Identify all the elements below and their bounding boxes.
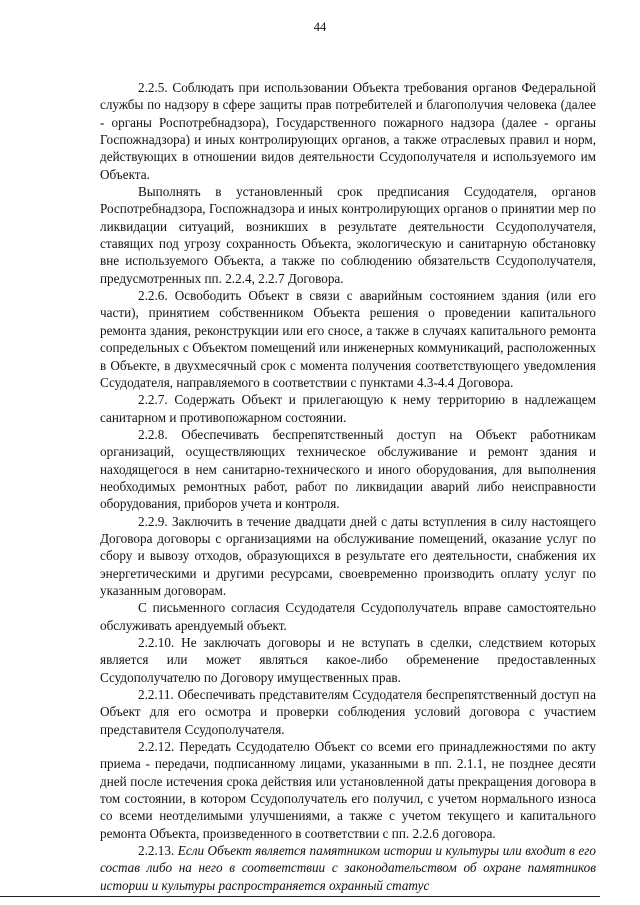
footer-divider (0, 896, 600, 897)
paragraph-2-2-13-italic-text: Если Объект является памятником истории и культуры или входит в его состав либо на него в соответствии с законодательством об охране памятников истории и культуры распространяется охранный статус (100, 843, 596, 893)
paragraph-2-2-9: 2.2.9. Заключить в течение двадцати дней с даты вступления в силу настоящего Договора договоры с организациями на обслуживание помещений, оказание услуг по сбору и вывозу отходов, образующихся в результате его деятельности, снабжения их энергетическими и другими ресурсами, своевременно производить оплату услуг по указанным договорам. (100, 513, 596, 598)
paragraph-2-2-5-cont: Выполнять в установленный срок предписания Ссудодателя, органов Роспотребнадзора, Госпожнадзора и иных контролирующих органов о принятии мер по ликвидации ситуаций, возникших в результате деятельности Ссудополучателя, ставящих под угрозу сохранность Объекта, экологическую и санитарную обстановку вне используемого Объекта, а также по соблюдению обязательств Ссудополучателя, предусмотренных пп. 2.2.4, 2.2.7 Договора. (100, 184, 596, 286)
paragraph-2-2-8: 2.2.8. Обеспечивать беспрепятственный доступ на Объект работникам организаций, осуществляющих техническое обслуживание и ремонт здания и находящегося в нем санитарно-технического и иного оборудования, для выполнения необходимых ремонтных работ, работ по ликвидации аварий либо неисправности оборудования, приборов учета и контроля. (100, 426, 596, 512)
paragraph-2-2-10: 2.2.10. Не заключать договоры и не вступать в сделки, следствием которых является или может являться какое-либо обременение предоставленных Ссудополучателю по Договору имущественных прав. (100, 635, 596, 685)
paragraph-2-2-7: 2.2.7. Содержать Объект и прилегающую к нему территорию в надлежащем санитарном и противопожарном состоянии. (100, 392, 596, 425)
page-number: 44 (313, 20, 327, 34)
document-body (100, 79, 596, 894)
paragraph-2-2-13-number: 2.2.13. (138, 843, 178, 859)
paragraph-2-2-9-cont: С письменного согласия Ссудодателя Ссудополучатель вправе самостоятельно обслуживать арендуемый объект. (100, 600, 596, 633)
paragraph-2-2-5: 2.2.5. Соблюдать при использовании Объекта требования органов Федеральной службы по надзору в сфере защиты прав потребителей и благополучия человека (далее - органы Роспотребнадзора), Государственного пожарного надзора (далее - органы Госпожнадзора) и иных контролирующих органов, а также отраслевых правил и норм, действующих в отношении видов деятельности Ссудополучателя и используемого им Объекта. (100, 80, 596, 182)
paragraph-2-2-12: 2.2.12. Передать Ссудодателю Объект со всеми его принадлежностями по акту приема - передачи, подписанному лицами, указанными в пп. 2.1.1, не позднее десяти дней после истечения срока действия или установленной даты прекращения договора в том состоянии, в котором Ссудополучатель его получил, с учетом нормального износа со всеми неотделимыми улучшениями, а также с учетом текущего и капитального ремонта Объекта, произведенного в соответствии с пп. 2.2.6 договора. (100, 739, 596, 841)
paragraph-2-2-13 (100, 842, 596, 894)
paragraph-2-2-6: 2.2.6. Освободить Объект в связи с аварийным состоянием здания (или его части), принятием собственником Объекта решения о проведении капитального ремонта здания, реконструкции или его сносе, а также в случаях капитального ремонта сопредельных с Объектом помещений или инженерных коммуникаций, расположенных в Объекте, в двухмесячный срок с момента получения соответствующего уведомления Ссудодателя, направляемого в соответствии с пунктами 4.3-4.4 Договора. (100, 288, 596, 390)
paragraph-2-2-11: 2.2.11. Обеспечивать представителям Ссудодателя беспрепятственный доступ на Объект для его осмотра и проверки соблюдения условий договора с участием представителя Ссудополучателя. (100, 687, 596, 737)
